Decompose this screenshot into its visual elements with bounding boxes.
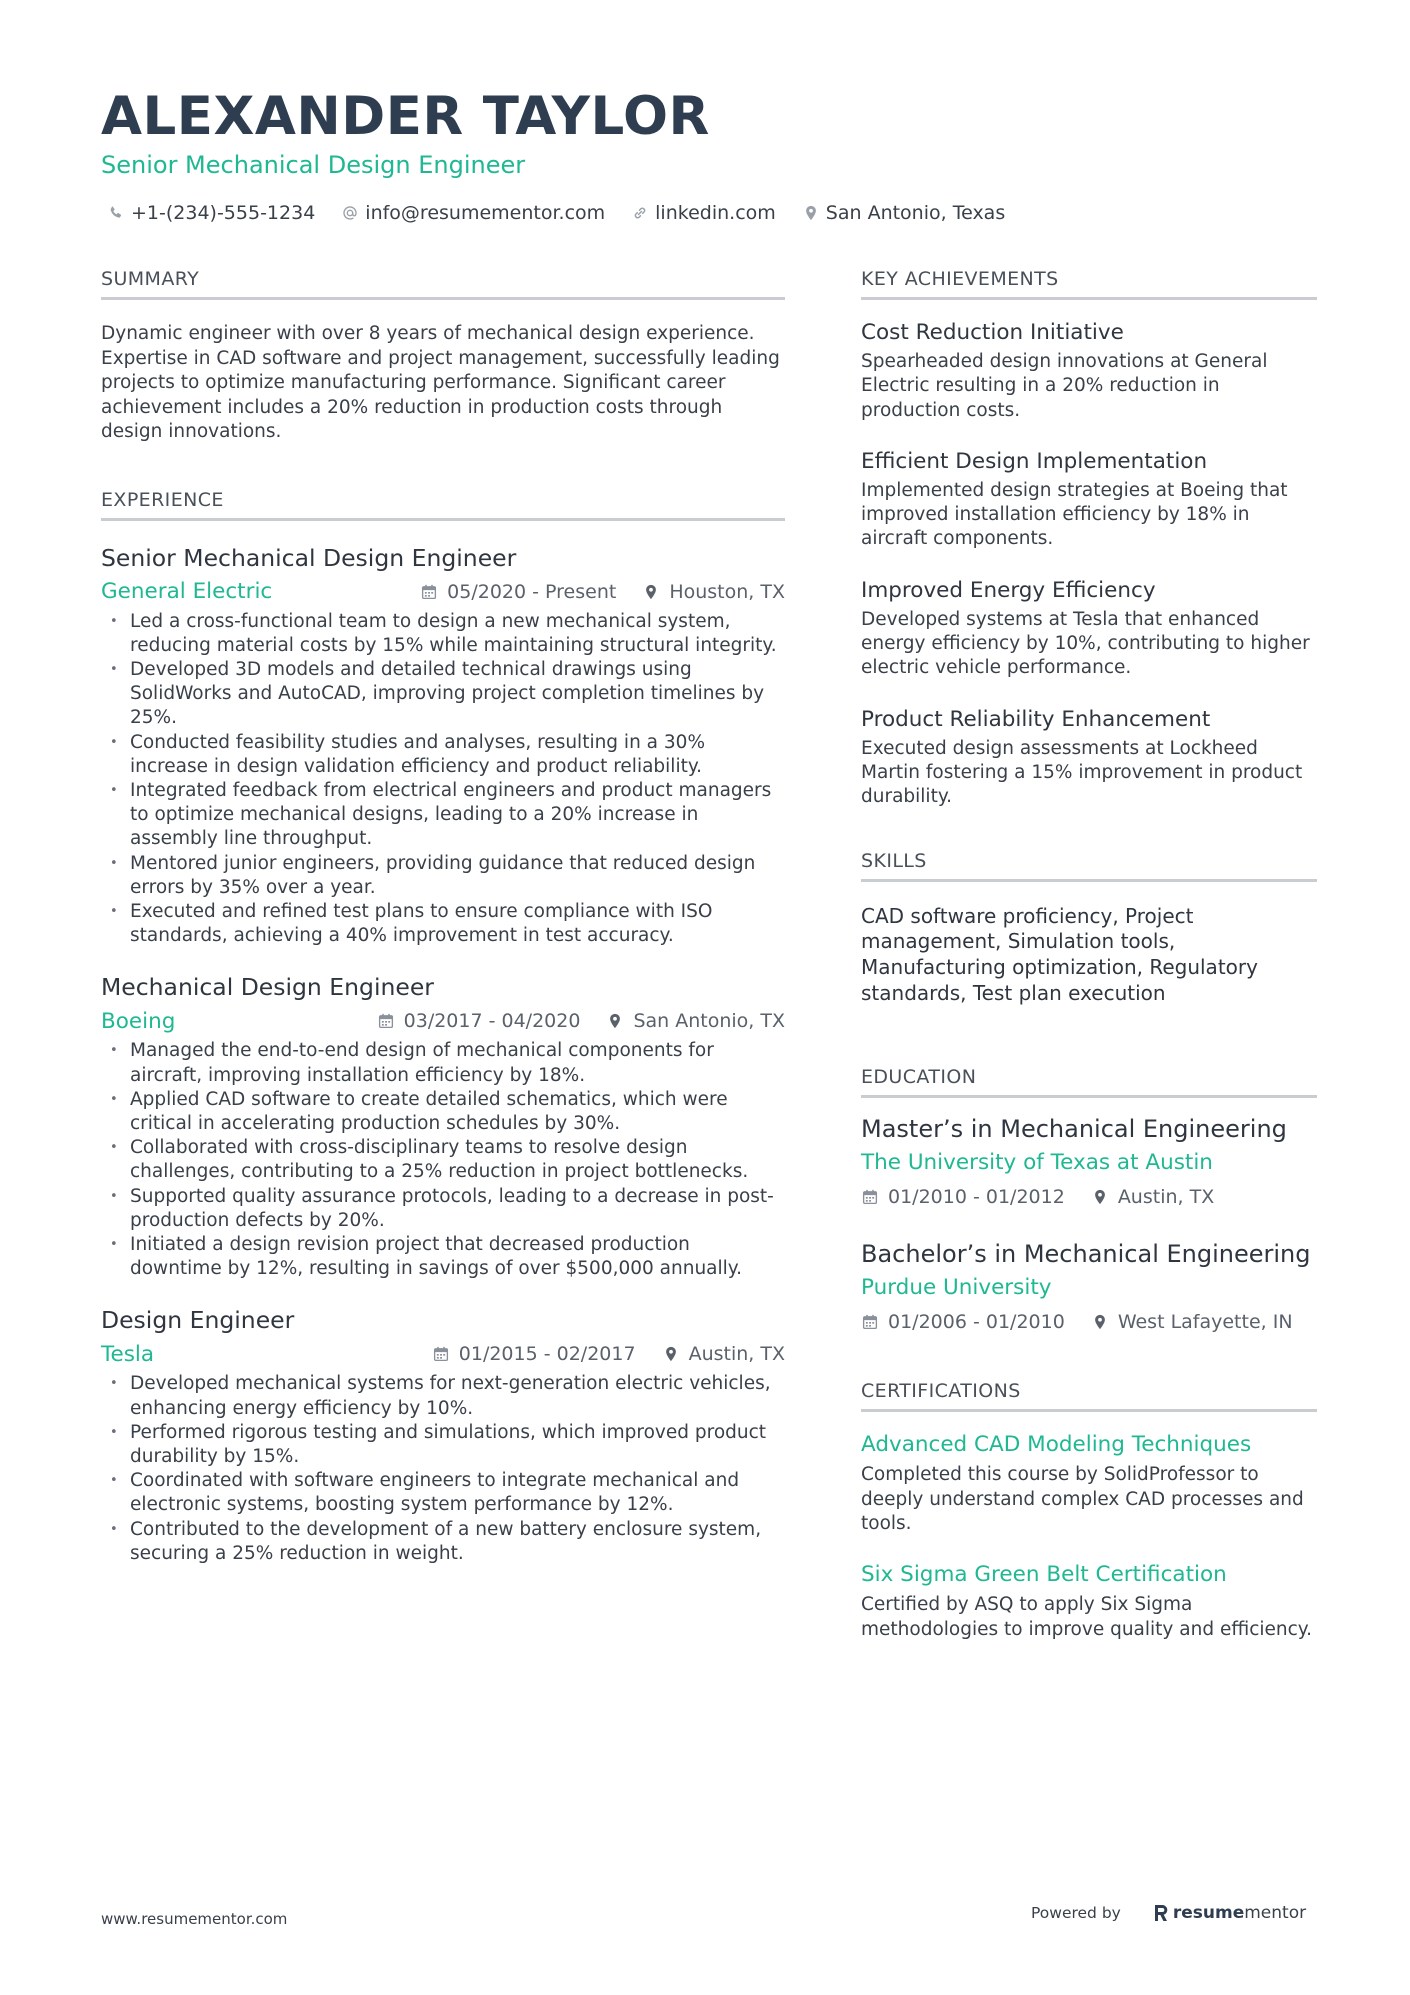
certification-item [861,1430,1317,1536]
map-pin-icon [662,1345,680,1363]
list-item: • Contributed to the development of a new battery enclosure system, securing a 25% reduction in weight. [101,1518,785,1566]
education-item [861,1239,1317,1336]
candidate-title: Senior Mechanical Design Engineer [101,151,526,179]
education-location [1091,1311,1293,1333]
achievement-title: Cost Reduction Initiative [861,320,1124,345]
job-location-text: Austin, TX [688,1343,785,1366]
job-entry [101,1305,785,1566]
right-column [861,268,1317,1666]
footer-branding [1031,1902,1306,1924]
achievement-title: Product Reliability Enhancement [861,706,1211,732]
job-title: Design Engineer [101,1306,295,1335]
left-column [101,268,785,1590]
contact-location [802,202,1005,224]
education-dates [861,1311,1065,1333]
job-location [606,1010,785,1032]
achievement-title: Efficient Design Implementation [861,448,1208,474]
job-meta [101,577,785,607]
education-section [861,1066,1317,1336]
education-meta [861,1308,1317,1336]
job-bullets [101,1372,785,1566]
education-heading: EDUCATION [861,1066,1317,1098]
list-item: • Managed the end-to-end design of mechanical components for aircraft, improving installation efficiency by 18%. [101,1039,785,1087]
certification-title: Advanced CAD Modeling Techniques [861,1432,1252,1458]
job-dates-text: 01/2015 - 02/2017 [458,1343,636,1366]
contact-email[interactable] [341,202,605,224]
certification-desc: Completed this course by SolidProfessor to deeply understand complex CAD processes and tools. [861,1464,1304,1534]
education-dates [861,1186,1065,1208]
job-entry [101,543,785,949]
job-location [662,1343,785,1365]
education-dates-text: 01/2010 - 01/2012 [888,1186,1065,1209]
list-item: • Conducted feasibility studies and analyses, resulting in a 30% increase in design validation efficiency and product reliability. [101,731,785,779]
contact-bar [107,200,1031,226]
job-entry [101,972,785,1281]
map-pin-icon [1091,1188,1109,1206]
achievement-title: Improved Energy Efficiency [861,577,1156,603]
location-text: San Antonio, Texas [825,202,1006,224]
job-bullets [101,1039,785,1281]
footer-website[interactable]: www.resumementor.com [101,1910,288,1928]
list-item: • Executed and refined test plans to ensure compliance with ISO standards, achieving a 40% improvement in test accuracy. [101,900,785,948]
summary-heading: SUMMARY [101,268,785,300]
job-bullets [101,610,785,949]
linkedin-text: linkedin.com [655,202,776,224]
job-dates [377,1010,581,1032]
certifications-heading: CERTIFICATIONS [861,1380,1317,1412]
list-item: • Coordinated with software engineers to integrate mechanical and electronic systems, boosting system performance by 12%. [101,1469,785,1517]
list-item: • Developed 3D models and detailed technical drawings using SolidWorks and AutoCAD, improving project completion timelines by 25%. [101,658,785,731]
phone-icon [107,204,125,222]
job-dates [420,581,616,603]
job-dates-text: 05/2020 - Present [447,580,617,603]
list-item: • Supported quality assurance protocols, leading to a decrease in post-production defects by 20%. [101,1185,785,1233]
achievement-item [861,318,1317,423]
list-item: • Mentored junior engineers, providing guidance that reduced design errors by 35% over a year. [101,852,785,900]
education-school: The University of Texas at Austin [861,1150,1213,1176]
email-text: info@resumementor.com [365,202,606,224]
candidate-name: ALEXANDER TAYLOR [101,86,710,147]
list-item: • Led a cross-functional team to design a new mechanical system, reducing material costs by 15% while maintaining structural integrity. [101,610,785,658]
list-item: • Performed rigorous testing and simulations, which improved product durability by 15%. [101,1421,785,1469]
list-item: • Initiated a design revision project that decreased production downtime by 12%, resulting in savings of over $500,000 annually. [101,1233,785,1281]
experience-heading: EXPERIENCE [101,489,785,521]
contact-phone[interactable] [107,202,315,224]
calendar-icon [861,1313,879,1331]
at-icon [341,204,359,222]
achievement-desc: Implemented design strategies at Boeing that improved installation efficiency by 18% in aircraft components. [861,479,1288,550]
education-location [1091,1186,1214,1208]
job-location [642,581,785,603]
contact-linkedin[interactable] [631,202,776,224]
map-pin-icon [606,1012,624,1030]
certifications-section [861,1380,1317,1641]
calendar-icon [432,1345,450,1363]
job-title: Senior Mechanical Design Engineer [101,543,517,572]
education-item [861,1114,1317,1211]
job-dates-text: 03/2017 - 04/2020 [403,1010,581,1033]
list-item: • Collaborated with cross-disciplinary teams to resolve design challenges, contributing to a 25% reduction in project bottlenecks. [101,1136,785,1184]
list-item: • Integrated feedback from electrical engineers and product managers to optimize mechanical designs, leading to a 20% increase in assembly line throughput. [101,779,785,852]
job-title: Mechanical Design Engineer [101,973,434,1002]
achievements-section [861,268,1317,810]
brand-logo[interactable] [1152,1902,1306,1924]
certification-title: Six Sigma Green Belt Certification [861,1562,1227,1588]
education-degree: Master’s in Mechanical Engineering [861,1115,1287,1144]
calendar-icon [861,1188,879,1206]
education-meta [861,1183,1317,1211]
job-company: Boeing [101,1008,176,1034]
achievement-desc: Spearheaded design innovations at General Electric resulting in a 20% reduction in production costs. [861,351,1268,421]
job-dates [432,1343,636,1365]
job-meta [101,1006,785,1036]
job-location-text: Houston, TX [669,580,785,603]
job-details [377,1010,785,1032]
skills-heading: SKILLS [861,850,1317,882]
achievements-heading: KEY ACHIEVEMENTS [861,268,1317,300]
job-company: General Electric [101,579,273,604]
achievement-desc: Executed design assessments at Lockheed Martin fostering a 15% improvement in product durability. [861,737,1303,808]
powered-by-text: Powered by [1031,1904,1121,1922]
list-item: • Developed mechanical systems for next-generation electric vehicles, enhancing energy efficiency by 10%. [101,1372,785,1420]
brand-light: mentor [1244,1903,1307,1923]
job-details [420,581,785,603]
skills-section [861,850,1317,1007]
achievement-item [861,447,1317,552]
resumementor-logo-icon [1152,1902,1170,1924]
map-pin-icon [642,583,660,601]
phone-text: +1-(234)-555-1234 [131,202,316,224]
map-pin-icon [802,204,820,222]
certification-item [861,1560,1317,1642]
link-icon [631,204,649,222]
summary-text: Dynamic engineer with over 8 years of mechanical design experience. Expertise in CAD software and project management, successfully leading projects to optimize manufacturing performance. Significant career achievement includes a 20% reduction in production costs through design innovations. [101,323,780,442]
experience-section [101,489,785,1567]
calendar-icon [377,1012,395,1030]
education-school: Purdue University [861,1275,1052,1301]
job-meta [101,1339,785,1369]
education-dates-text: 01/2006 - 01/2010 [888,1311,1065,1334]
education-degree: Bachelor’s in Mechanical Engineering [861,1240,1311,1269]
skills-text: CAD software proficiency, Project management, Simulation tools, Manufacturing optimization, Regulatory standards, Test plan execution [861,903,1258,1005]
education-location-text: West Lafayette, IN [1117,1311,1293,1334]
map-pin-icon [1091,1313,1109,1331]
achievement-item [861,705,1317,810]
certification-desc: Certified by ASQ to apply Six Sigma methodologies to improve quality and efficiency. [861,1594,1312,1640]
education-location-text: Austin, TX [1117,1186,1215,1209]
brand-bold: resume [1172,1903,1245,1923]
achievement-item [861,576,1317,681]
job-details [432,1343,785,1365]
job-location-text: San Antonio, TX [633,1010,785,1033]
calendar-icon [420,583,438,601]
list-item: • Applied CAD software to create detailed schematics, which were critical in accelerating production schedules by 30%. [101,1088,785,1136]
summary-section [101,268,785,445]
job-company: Tesla [101,1341,155,1367]
achievement-desc: Developed systems at Tesla that enhanced energy efficiency by 10%, contributing to higher electric vehicle performance. [861,608,1310,679]
